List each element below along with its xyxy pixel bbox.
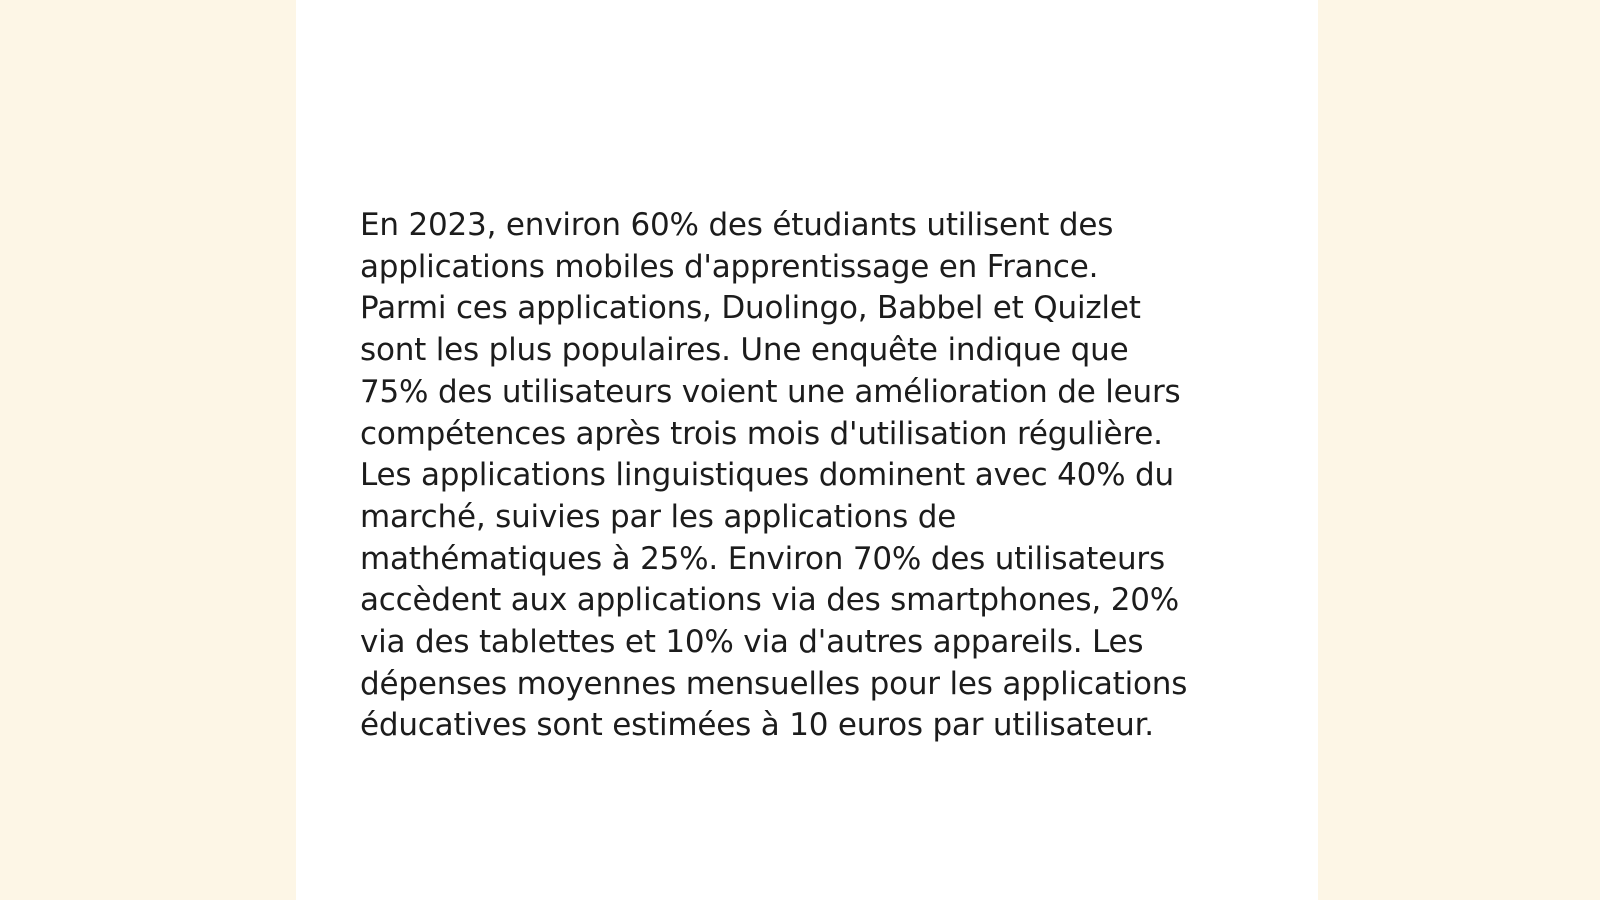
paragraph-line: compétences après trois mois d'utilisation régulière. bbox=[360, 415, 1163, 452]
paragraph-line: applications mobiles d'apprentissage en France. bbox=[360, 248, 1099, 285]
paragraph-line: 75% des utilisateurs voient une amélioration de leurs bbox=[360, 373, 1181, 410]
paragraph-line: Parmi ces applications, Duolingo, Babbel et Quizlet bbox=[360, 290, 1141, 327]
paragraph-line: via des tablettes et 10% via d'autres appareils. Les bbox=[360, 624, 1144, 661]
paragraph-line: accèdent aux applications via des smartphones, 20% bbox=[360, 582, 1179, 619]
body-paragraph bbox=[360, 205, 1260, 747]
paragraph-line: Les applications linguistiques dominent avec 40% du bbox=[360, 457, 1174, 494]
document-page bbox=[296, 0, 1318, 900]
paragraph-line: dépenses moyennes mensuelles pour les applications bbox=[360, 665, 1188, 702]
paragraph-line: sont les plus populaires. Une enquête indique que bbox=[360, 332, 1129, 369]
paragraph-line: éducatives sont estimées à 10 euros par utilisateur. bbox=[360, 707, 1154, 744]
paragraph-line: mathématiques à 25%. Environ 70% des utilisateurs bbox=[360, 540, 1165, 577]
paragraph-line: marché, suivies par les applications de bbox=[360, 498, 957, 535]
paragraph-line: En 2023, environ 60% des étudiants utilisent des bbox=[360, 207, 1114, 243]
